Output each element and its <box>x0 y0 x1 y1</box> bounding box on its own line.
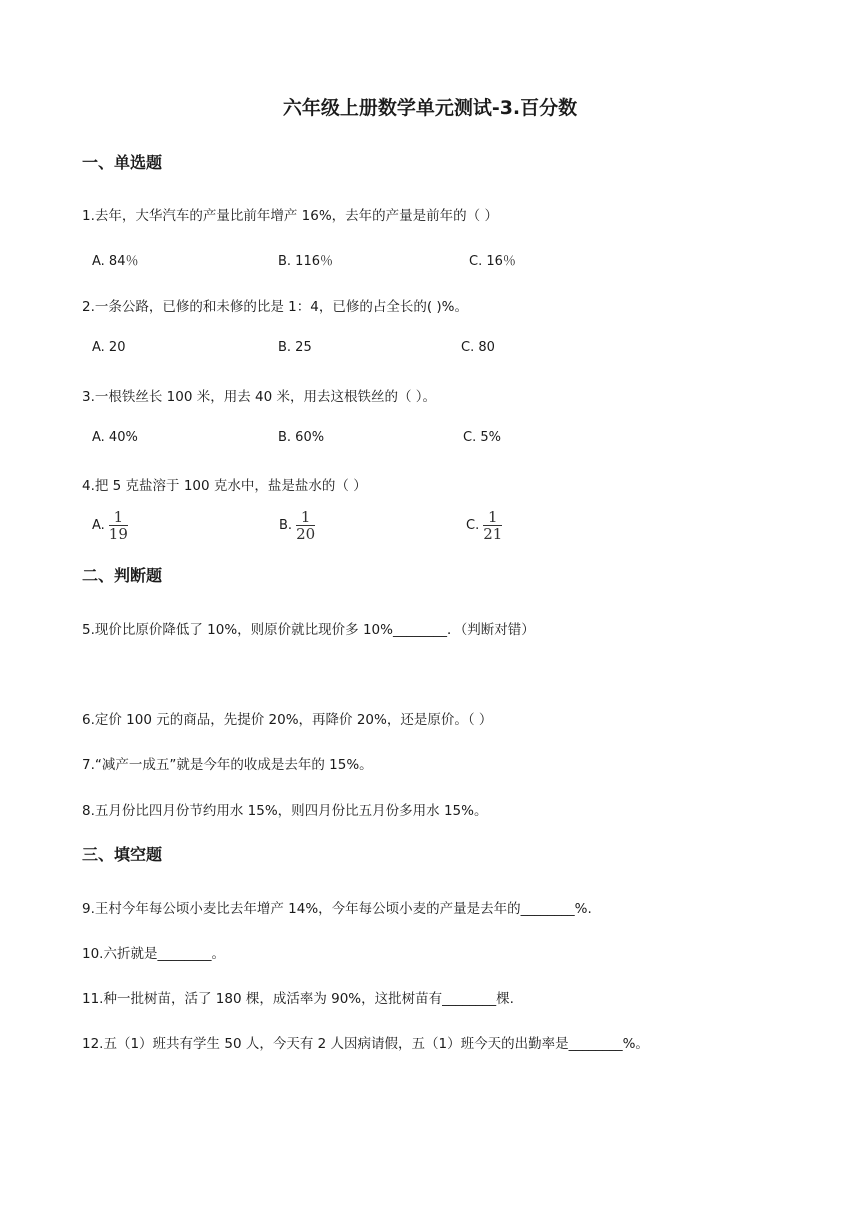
question-2-option-c: C. 80 <box>461 340 495 355</box>
question-3-option-c: C. 5% <box>463 430 501 445</box>
fraction-numerator: 1 <box>300 508 311 526</box>
fraction-numerator: 1 <box>113 508 124 526</box>
fraction-denominator: 19 <box>108 525 128 543</box>
fraction-numerator: 1 <box>487 508 498 526</box>
question-1-option-b: B. 116％ <box>278 254 333 269</box>
question-7: 7.“减产一成五”就是今年的收成是去年的 15%。 <box>82 757 373 773</box>
question-9: 9.王村今年每公顷小麦比去年增产 14%，今年每公顷小麦的产量是去年的________%. <box>82 901 592 917</box>
question-11: 11.种一批树苗，活了 180 棵，成活率为 90%，这批树苗有________棵. <box>82 991 514 1007</box>
section-heading-fill-blank: 三、填空题 <box>82 845 163 864</box>
question-1-option-c: C. 16％ <box>469 254 516 269</box>
question-2-option-b: B. 25 <box>278 340 312 355</box>
fraction <box>483 510 502 541</box>
question-10: 10.六折就是________。 <box>82 946 225 962</box>
question-2-option-a: A. 20 <box>92 340 126 355</box>
question-3: 3.一根铁丝长 100 米，用去 40 米，用去这根铁丝的（ ）。 <box>82 389 437 405</box>
question-8: 8.五月份比四月份节约用水 15%，则四月份比五月份多用水 15%。 <box>82 803 488 819</box>
question-3-option-b: B. 60% <box>278 430 325 445</box>
question-4-option-b <box>279 510 315 541</box>
question-1-option-a: A. 84％ <box>92 254 139 269</box>
question-6: 6.定价 100 元的商品，先提价 20%，再降价 20%，还是原价。（ ） <box>82 712 493 728</box>
question-5: 5.现价比原价降低了 10%，则原价就比现价多 10%________．（判断对错） <box>82 622 535 638</box>
page-title: 六年级上册数学单元测试-3.百分数 <box>282 97 578 119</box>
option-label: A. <box>92 518 105 533</box>
question-4: 4.把 5 克盐溶于 100 克水中，盐是盐水的（ ） <box>82 478 367 494</box>
fraction-denominator: 21 <box>483 525 503 543</box>
fraction <box>296 510 315 541</box>
question-3-option-a: A. 40% <box>92 430 138 445</box>
question-4-option-a <box>92 510 128 541</box>
question-2: 2.一条公路，已修的和未修的比是 1：4，已修的占全长的( )%。 <box>82 299 469 315</box>
question-12: 12.五（1）班共有学生 50 人，今天有 2 人因病请假，五（1）班今天的出勤率是________%。 <box>82 1036 649 1052</box>
section-heading-true-false: 二、判断题 <box>82 566 163 585</box>
section-heading-single-choice: 一、单选题 <box>82 153 163 172</box>
fraction <box>109 510 128 541</box>
option-label: C. <box>466 518 480 533</box>
question-1: 1.去年，大华汽车的产量比前年增产 16%，去年的产量是前年的（ ） <box>82 208 498 224</box>
question-4-option-c <box>466 510 502 541</box>
fraction-denominator: 20 <box>296 525 316 543</box>
option-label: B. <box>279 518 293 533</box>
